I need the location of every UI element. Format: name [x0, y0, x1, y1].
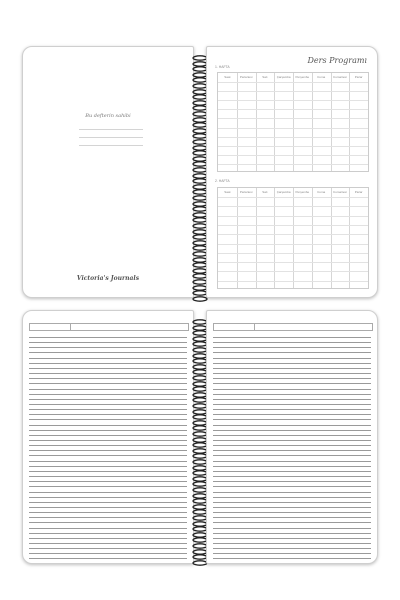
- ruled-line: [213, 476, 371, 477]
- ruled-line: [29, 548, 187, 549]
- ruled-line: [213, 342, 371, 343]
- ruled-line: [213, 435, 371, 436]
- day-header: Salı: [262, 75, 268, 79]
- week-2-label: 2. HAFTA: [215, 179, 230, 183]
- header-box-divider: [254, 324, 255, 330]
- grid-row-line: [218, 137, 368, 138]
- ruled-line: [213, 363, 371, 364]
- ruled-line: [213, 558, 371, 559]
- ruled-line: [213, 352, 371, 353]
- top-spread: [22, 46, 378, 298]
- ruled-line: [213, 383, 371, 384]
- ruled-line: [29, 399, 187, 400]
- grid-row-line: [218, 128, 368, 129]
- ruled-line: [29, 481, 187, 482]
- day-header: Cumartesi: [333, 75, 347, 79]
- ruled-line: [29, 378, 187, 379]
- grid-row-line: [218, 91, 368, 92]
- grid-row-line: [218, 262, 368, 263]
- ruled-line: [213, 512, 371, 513]
- ruled-line: [213, 481, 371, 482]
- ruled-line: [213, 409, 371, 410]
- ruled-line: [29, 543, 187, 544]
- ruled-line: [213, 486, 371, 487]
- ruled-line: [29, 389, 187, 390]
- ruled-line: [29, 342, 187, 343]
- day-header: Saat: [224, 190, 231, 194]
- ruled-line: [213, 373, 371, 374]
- ruled-line: [213, 399, 371, 400]
- ruled-line: [29, 471, 187, 472]
- week-1-label: 1. HAFTA: [215, 65, 230, 69]
- grid-row-line: [218, 197, 368, 198]
- ruled-line: [29, 455, 187, 456]
- grid-column-line: [349, 188, 350, 288]
- ruled-line: [29, 450, 187, 451]
- day-header: Salı: [262, 190, 268, 194]
- grid-column-line: [293, 73, 294, 171]
- ruled-line: [29, 502, 187, 503]
- ruled-line: [29, 517, 187, 518]
- header-box: [213, 323, 373, 331]
- ruled-line: [213, 414, 371, 415]
- grid-column-line: [256, 188, 257, 288]
- header-box-divider: [70, 324, 71, 330]
- ruled-line: [213, 522, 371, 523]
- ruled-line: [213, 533, 371, 534]
- ruled-line: [213, 358, 371, 359]
- day-header: Cuma: [317, 190, 326, 194]
- grid-row-line: [218, 109, 368, 110]
- ruled-line: [29, 492, 187, 493]
- grid-column-line: [293, 188, 294, 288]
- ruled-line: [213, 425, 371, 426]
- grid-row-line: [218, 281, 368, 282]
- grid-row-line: [218, 146, 368, 147]
- schedule-page: [206, 46, 378, 298]
- ruled-line: [29, 476, 187, 477]
- ruled-line: [29, 363, 187, 364]
- ruled-line: [29, 409, 187, 410]
- cover-page: [22, 46, 194, 298]
- ruled-line: [213, 347, 371, 348]
- grid-column-line: [237, 188, 238, 288]
- ruled-line: [29, 440, 187, 441]
- schedule-title: Ders Programı: [307, 56, 367, 65]
- owner-line: [79, 137, 143, 138]
- ruled-line: [213, 548, 371, 549]
- ruled-line: [213, 389, 371, 390]
- ruled-line: [213, 430, 371, 431]
- grid-row-line: [218, 216, 368, 217]
- header-box: [29, 323, 189, 331]
- ruled-line: [213, 461, 371, 462]
- grid-column-line: [312, 188, 313, 288]
- week-2-grid: [217, 187, 369, 289]
- day-header: Pazar: [354, 75, 363, 79]
- ruled-line: [213, 553, 371, 554]
- ruled-line: [29, 533, 187, 534]
- ruled-line: [29, 507, 187, 508]
- notes-page-left: [22, 310, 194, 564]
- ruled-line: [213, 394, 371, 395]
- grid-row-line: [218, 234, 368, 235]
- brand-logo: Victoria's Journals: [76, 275, 140, 282]
- ruled-line: [213, 492, 371, 493]
- grid-column-line: [349, 73, 350, 171]
- day-header: Saat: [224, 75, 231, 79]
- ruled-line: [213, 466, 371, 467]
- day-header: Çarşamba: [276, 190, 291, 194]
- ruled-line: [213, 471, 371, 472]
- ruled-line: [29, 352, 187, 353]
- ruled-line: [29, 419, 187, 420]
- ruled-line: [213, 528, 371, 529]
- grid-row-line: [218, 155, 368, 156]
- ruled-line: [213, 455, 371, 456]
- ruled-line: [29, 373, 187, 374]
- ruled-line: [29, 466, 187, 467]
- grid-row-line: [218, 206, 368, 207]
- ruled-line: [213, 517, 371, 518]
- ruled-line: [29, 404, 187, 405]
- ruled-line: [29, 394, 187, 395]
- ruled-line: [29, 497, 187, 498]
- grid-row-line: [218, 118, 368, 119]
- grid-row-line: [218, 82, 368, 83]
- day-header: Pazar: [354, 190, 363, 194]
- grid-column-line: [237, 73, 238, 171]
- ruled-line: [213, 543, 371, 544]
- ruled-line: [29, 430, 187, 431]
- ruled-line: [29, 522, 187, 523]
- ruled-line: [29, 558, 187, 559]
- grid-row-line: [218, 164, 368, 165]
- grid-column-line: [312, 73, 313, 171]
- ruled-line: [29, 435, 187, 436]
- grid-column-line: [331, 73, 332, 171]
- ruled-line: [213, 450, 371, 451]
- ruled-line: [29, 347, 187, 348]
- ruled-line: [213, 497, 371, 498]
- ruled-line: [29, 512, 187, 513]
- ruled-line: [29, 553, 187, 554]
- grid-row-line: [218, 244, 368, 245]
- grid-row-line: [218, 271, 368, 272]
- ruled-line: [29, 337, 187, 338]
- ruled-line: [29, 461, 187, 462]
- bottom-spread: [22, 310, 378, 564]
- owner-line: [79, 129, 143, 130]
- grid-column-line: [331, 188, 332, 288]
- grid-column-line: [274, 73, 275, 171]
- day-header: Pazartesi: [239, 75, 253, 79]
- ruled-line: [213, 502, 371, 503]
- day-header: Cuma: [317, 75, 326, 79]
- grid-column-line: [256, 73, 257, 171]
- ruled-line: [213, 419, 371, 420]
- ruled-line: [29, 528, 187, 529]
- ruled-line: [29, 538, 187, 539]
- ruled-line: [213, 445, 371, 446]
- ruled-line: [29, 358, 187, 359]
- ruled-line: [213, 337, 371, 338]
- day-header: Çarşamba: [276, 75, 291, 79]
- grid-row-line: [218, 225, 368, 226]
- ruled-line: [213, 538, 371, 539]
- ruled-line: [29, 383, 187, 384]
- week-1-grid: [217, 72, 369, 172]
- grid-column-line: [274, 188, 275, 288]
- day-header: Perşembe: [295, 75, 310, 79]
- day-header: Cumartesi: [333, 190, 347, 194]
- day-header: Pazartesi: [239, 190, 253, 194]
- owner-label: Bu defterin sahibi: [85, 113, 131, 119]
- owner-line: [79, 145, 143, 146]
- ruled-line: [29, 368, 187, 369]
- ruled-line: [29, 486, 187, 487]
- ruled-line: [29, 445, 187, 446]
- ruled-line: [29, 414, 187, 415]
- day-header: Perşembe: [295, 190, 310, 194]
- grid-row-line: [218, 253, 368, 254]
- ruled-line: [213, 440, 371, 441]
- notes-page-right: [206, 310, 378, 564]
- ruled-line: [213, 404, 371, 405]
- ruled-line: [213, 507, 371, 508]
- ruled-line: [213, 378, 371, 379]
- grid-row-line: [218, 100, 368, 101]
- ruled-line: [213, 368, 371, 369]
- ruled-line: [29, 425, 187, 426]
